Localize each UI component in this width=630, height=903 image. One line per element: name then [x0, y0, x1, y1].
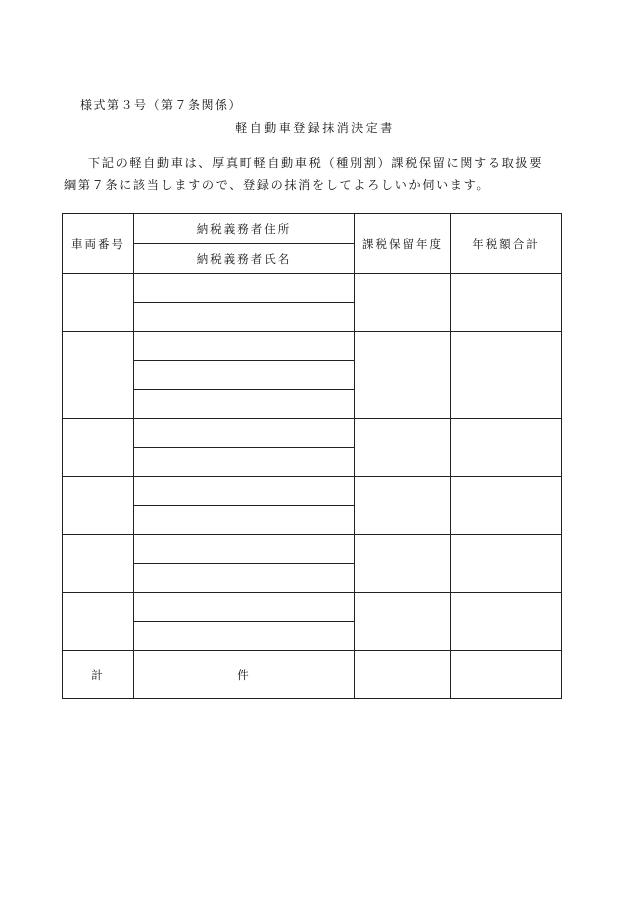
taxpayer-name-cell: [134, 622, 355, 651]
total-reservation-year-cell: [355, 651, 451, 699]
header-row: [63, 214, 562, 244]
taxpayer-name-cell: [134, 448, 355, 477]
annual-tax-total-cell: [451, 593, 562, 651]
total-annual-tax-cell: [451, 651, 562, 699]
reservation-year-cell: [355, 593, 451, 651]
header-annual-tax-total: 年税額合計: [451, 214, 562, 274]
taxpayer-address-cell: [134, 419, 355, 448]
table-row: [63, 274, 562, 303]
form-number: 様式第３号（第７条関係）: [80, 98, 243, 112]
taxpayer-name-cell: [134, 361, 355, 390]
header-vehicle-number: 車両番号: [63, 214, 134, 274]
taxpayer-name-cell: [134, 564, 355, 593]
header-taxpayer-name: 納税義務者氏名: [134, 244, 355, 274]
reservation-year-cell: [355, 477, 451, 535]
table-row: [63, 419, 562, 448]
annual-tax-total-cell: [451, 419, 562, 477]
header-taxpayer-address: 納税義務者住所: [134, 214, 355, 244]
annual-tax-total-cell: [451, 477, 562, 535]
body-line-2: 綱第７条に該当しますので、登録の抹消をしてよろしいか伺います。: [64, 178, 491, 192]
taxpayer-address-cell: [134, 593, 355, 622]
annual-tax-total-cell: [451, 535, 562, 593]
vehicle-table: [62, 213, 562, 699]
reservation-year-cell: [355, 274, 451, 332]
annual-tax-total-cell: [451, 332, 562, 419]
vehicle-number-cell: [63, 274, 134, 332]
document-title: 軽自動車登録抹消決定書: [235, 121, 395, 135]
annual-tax-total-cell: [451, 274, 562, 332]
taxpayer-address-cell: [134, 477, 355, 506]
body-paragraph: [64, 152, 564, 196]
table-row: [63, 593, 562, 622]
table-row: [63, 535, 562, 564]
taxpayer-address-cell: [134, 274, 355, 303]
reservation-year-cell: [355, 419, 451, 477]
vehicle-number-cell: [63, 477, 134, 535]
total-row: [63, 651, 562, 699]
table-row: [63, 332, 562, 361]
body-line-1: 下記の軽自動車は、厚真町軽自動車税（種別割）課税保留に関する取扱要: [88, 156, 543, 170]
vehicle-number-cell: [63, 593, 134, 651]
vehicle-number-cell: [63, 332, 134, 419]
taxpayer-name-cell: [134, 506, 355, 535]
header-reservation-year: 課税保留年度: [355, 214, 451, 274]
vehicle-number-cell: [63, 419, 134, 477]
total-count-unit: 件: [134, 651, 355, 699]
reservation-year-cell: [355, 332, 451, 419]
total-label: 計: [63, 651, 134, 699]
reservation-year-cell: [355, 535, 451, 593]
taxpayer-extra-cell: [134, 390, 355, 419]
taxpayer-address-cell: [134, 332, 355, 361]
taxpayer-name-cell: [134, 303, 355, 332]
taxpayer-address-cell: [134, 535, 355, 564]
table-row: [63, 477, 562, 506]
vehicle-number-cell: [63, 535, 134, 593]
